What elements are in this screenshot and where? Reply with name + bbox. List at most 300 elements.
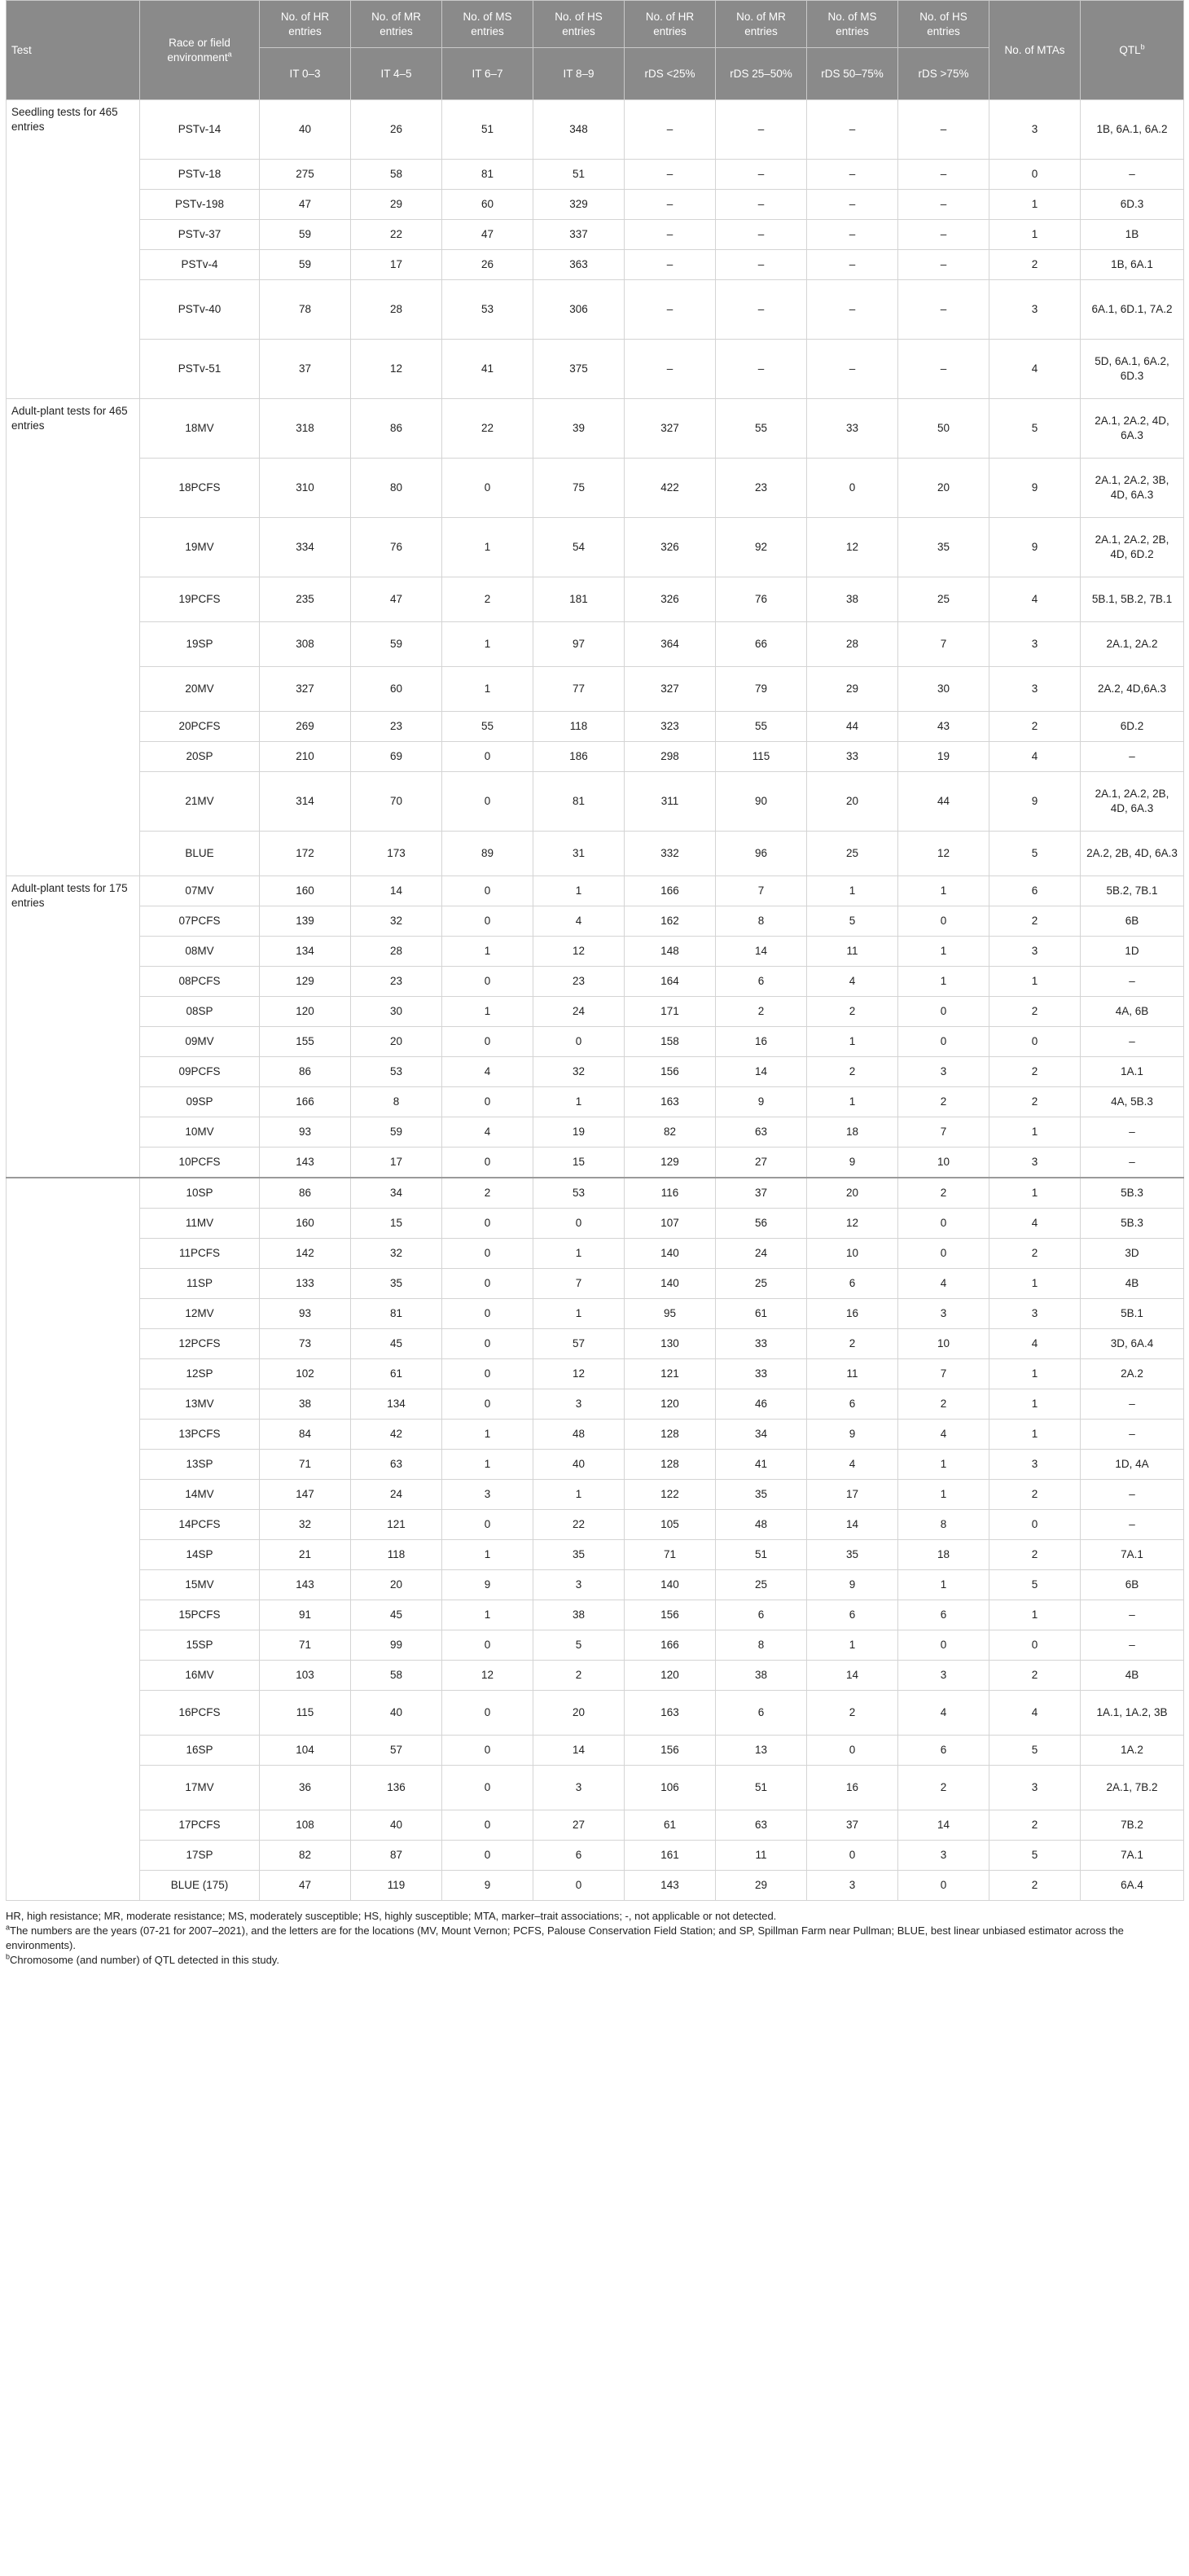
environment-cell: 11MV	[140, 1209, 260, 1239]
qtl-cell: 4A, 5B.3	[1081, 1087, 1184, 1117]
environment-cell: 11SP	[140, 1269, 260, 1299]
value-cell: 4	[898, 1420, 989, 1450]
qtl-cell: 2A.1, 2A.2, 2B, 4D, 6A.3	[1081, 772, 1184, 832]
value-cell: 0	[898, 1871, 989, 1901]
value-cell: 0	[442, 1510, 533, 1540]
qtl-cell: 1D, 4A	[1081, 1450, 1184, 1480]
value-cell: 24	[351, 1480, 442, 1510]
value-cell: 31	[533, 832, 625, 876]
table-row	[7, 459, 1184, 518]
value-cell: 235	[260, 577, 351, 622]
value-cell: 116	[625, 1178, 716, 1209]
environment-cell: 18PCFS	[140, 459, 260, 518]
value-cell: 134	[260, 937, 351, 967]
value-cell: 30	[351, 997, 442, 1027]
qtl-cell: –	[1081, 1600, 1184, 1630]
qtl-cell: 2A.1, 2A.2	[1081, 622, 1184, 667]
value-cell: 30	[898, 667, 989, 712]
table-row	[7, 190, 1184, 220]
qtl-cell: –	[1081, 1420, 1184, 1450]
value-cell: 40	[260, 100, 351, 160]
value-cell: 0	[989, 160, 1081, 190]
header-rds-ms: rDS 50–75%	[807, 48, 898, 100]
value-cell: 60	[351, 667, 442, 712]
value-cell: 23	[716, 459, 807, 518]
value-cell: 12	[807, 518, 898, 577]
table-row	[7, 577, 1184, 622]
value-cell: 3	[807, 1871, 898, 1901]
test-group-label: Adult-plant tests for 175 entries	[7, 876, 140, 1178]
environment-cell: 13PCFS	[140, 1420, 260, 1450]
value-cell: 93	[260, 1117, 351, 1148]
value-cell: 66	[716, 622, 807, 667]
value-cell: 63	[351, 1450, 442, 1480]
value-cell: 9	[807, 1420, 898, 1450]
value-cell: 25	[807, 832, 898, 876]
value-cell: 311	[625, 772, 716, 832]
table-row	[7, 1570, 1184, 1600]
table-row	[7, 1178, 1184, 1209]
value-cell: 2	[898, 1389, 989, 1420]
qtl-cell: –	[1081, 742, 1184, 772]
value-cell: 269	[260, 712, 351, 742]
test-group-label	[7, 1178, 140, 1901]
value-cell: 1	[898, 967, 989, 997]
value-cell: 1	[442, 997, 533, 1027]
header-mr: No. of MR entries	[351, 1, 442, 48]
value-cell: 1	[989, 1600, 1081, 1630]
value-cell: 81	[442, 160, 533, 190]
value-cell: 2	[807, 997, 898, 1027]
value-cell: 20	[807, 772, 898, 832]
value-cell: 327	[260, 667, 351, 712]
value-cell: 78	[260, 280, 351, 340]
environment-cell: 09MV	[140, 1027, 260, 1057]
header-ms-rds: No. of MS entries	[807, 1, 898, 48]
value-cell: 364	[625, 622, 716, 667]
value-cell: 1	[533, 876, 625, 906]
value-cell: 7	[898, 1359, 989, 1389]
value-cell: 156	[625, 1600, 716, 1630]
value-cell: 22	[351, 220, 442, 250]
value-cell: 118	[533, 712, 625, 742]
value-cell: 327	[625, 667, 716, 712]
value-cell: 86	[260, 1057, 351, 1087]
value-cell: 86	[351, 399, 442, 459]
table-row	[7, 518, 1184, 577]
value-cell: 1	[442, 937, 533, 967]
value-cell: 1	[989, 1420, 1081, 1450]
value-cell: 2	[807, 1329, 898, 1359]
environment-cell: BLUE (175)	[140, 1871, 260, 1901]
results-table	[6, 0, 1184, 1901]
table-row	[7, 1057, 1184, 1087]
environment-cell: 14SP	[140, 1540, 260, 1570]
value-cell: –	[807, 100, 898, 160]
value-cell: 3	[989, 1148, 1081, 1178]
value-cell: 337	[533, 220, 625, 250]
value-cell: 0	[989, 1510, 1081, 1540]
value-cell: 0	[442, 1841, 533, 1871]
value-cell: 0	[533, 1209, 625, 1239]
value-cell: 6	[716, 1600, 807, 1630]
environment-cell: 15MV	[140, 1570, 260, 1600]
value-cell: 5	[989, 1570, 1081, 1600]
value-cell: 1	[533, 1087, 625, 1117]
value-cell: 6	[716, 967, 807, 997]
environment-cell: 13SP	[140, 1450, 260, 1480]
value-cell: 12	[898, 832, 989, 876]
environment-cell: PSTv-18	[140, 160, 260, 190]
value-cell: 82	[625, 1117, 716, 1148]
value-cell: 0	[442, 876, 533, 906]
value-cell: –	[898, 340, 989, 399]
value-cell: –	[625, 280, 716, 340]
value-cell: 1	[989, 190, 1081, 220]
environment-cell: 15PCFS	[140, 1600, 260, 1630]
qtl-cell: 3D	[1081, 1239, 1184, 1269]
qtl-cell: 6B	[1081, 1570, 1184, 1600]
value-cell: 32	[260, 1510, 351, 1540]
value-cell: 106	[625, 1766, 716, 1810]
value-cell: 1	[442, 1450, 533, 1480]
value-cell: 2	[716, 997, 807, 1027]
table-row	[7, 1736, 1184, 1766]
value-cell: 70	[351, 772, 442, 832]
value-cell: 4	[989, 577, 1081, 622]
qtl-cell: 6D.2	[1081, 712, 1184, 742]
environment-cell: 17SP	[140, 1841, 260, 1871]
value-cell: 38	[807, 577, 898, 622]
qtl-cell: 4B	[1081, 1269, 1184, 1299]
qtl-cell: 5B.3	[1081, 1209, 1184, 1239]
value-cell: 16	[807, 1299, 898, 1329]
header-ms: No. of MS entries	[442, 1, 533, 48]
value-cell: 2	[989, 1540, 1081, 1570]
environment-cell: 07MV	[140, 876, 260, 906]
value-cell: 10	[807, 1239, 898, 1269]
header-hs: No. of HS entries	[533, 1, 625, 48]
value-cell: 3	[898, 1057, 989, 1087]
value-cell: 140	[625, 1239, 716, 1269]
environment-cell: 19PCFS	[140, 577, 260, 622]
qtl-cell: 5B.2, 7B.1	[1081, 876, 1184, 906]
value-cell: 63	[716, 1117, 807, 1148]
value-cell: 58	[351, 1661, 442, 1691]
value-cell: 4	[533, 906, 625, 937]
value-cell: 17	[351, 1148, 442, 1178]
value-cell: 37	[716, 1178, 807, 1209]
qtl-cell: 2A.2, 2B, 4D, 6A.3	[1081, 832, 1184, 876]
value-cell: 0	[533, 1871, 625, 1901]
value-cell: 1	[898, 876, 989, 906]
value-cell: 28	[351, 280, 442, 340]
environment-cell: PSTv-198	[140, 190, 260, 220]
value-cell: 19	[898, 742, 989, 772]
value-cell: 120	[625, 1661, 716, 1691]
environment-cell: 14PCFS	[140, 1510, 260, 1540]
value-cell: 348	[533, 100, 625, 160]
value-cell: 14	[351, 876, 442, 906]
value-cell: 33	[807, 742, 898, 772]
table-row	[7, 340, 1184, 399]
value-cell: 1	[898, 937, 989, 967]
value-cell: –	[716, 190, 807, 220]
value-cell: –	[716, 100, 807, 160]
value-cell: 0	[442, 1736, 533, 1766]
value-cell: 12	[533, 937, 625, 967]
value-cell: 14	[807, 1510, 898, 1540]
environment-cell: 13MV	[140, 1389, 260, 1420]
value-cell: 2	[989, 712, 1081, 742]
value-cell: 1	[807, 1630, 898, 1661]
value-cell: 166	[260, 1087, 351, 1117]
qtl-cell: 7A.1	[1081, 1540, 1184, 1570]
value-cell: 6	[716, 1691, 807, 1736]
value-cell: 48	[716, 1510, 807, 1540]
value-cell: 0	[807, 1841, 898, 1871]
table-row	[7, 1841, 1184, 1871]
value-cell: 59	[351, 622, 442, 667]
value-cell: 5	[807, 906, 898, 937]
table-row	[7, 1420, 1184, 1450]
value-cell: 61	[716, 1299, 807, 1329]
value-cell: 0	[442, 1239, 533, 1269]
value-cell: –	[716, 220, 807, 250]
environment-cell: 20SP	[140, 742, 260, 772]
value-cell: 5	[989, 832, 1081, 876]
value-cell: 71	[260, 1630, 351, 1661]
value-cell: 29	[807, 667, 898, 712]
value-cell: 18	[898, 1540, 989, 1570]
environment-cell: 08MV	[140, 937, 260, 967]
value-cell: 8	[716, 906, 807, 937]
value-cell: 4	[989, 1691, 1081, 1736]
value-cell: 2	[989, 1810, 1081, 1841]
value-cell: 133	[260, 1269, 351, 1299]
value-cell: 105	[625, 1510, 716, 1540]
environment-cell: 18MV	[140, 399, 260, 459]
value-cell: 35	[533, 1540, 625, 1570]
table-row	[7, 1661, 1184, 1691]
value-cell: 5	[533, 1630, 625, 1661]
table-row	[7, 622, 1184, 667]
value-cell: 81	[351, 1299, 442, 1329]
value-cell: 38	[260, 1389, 351, 1420]
header-it-hs: IT 8–9	[533, 48, 625, 100]
value-cell: –	[898, 220, 989, 250]
value-cell: 2	[989, 997, 1081, 1027]
value-cell: 20	[351, 1027, 442, 1057]
value-cell: 46	[716, 1389, 807, 1420]
value-cell: 160	[260, 876, 351, 906]
value-cell: –	[898, 250, 989, 280]
value-cell: 298	[625, 742, 716, 772]
value-cell: 13	[716, 1736, 807, 1766]
value-cell: 6	[807, 1389, 898, 1420]
value-cell: 0	[442, 1299, 533, 1329]
value-cell: 42	[351, 1420, 442, 1450]
value-cell: 2	[442, 1178, 533, 1209]
table-row	[7, 1871, 1184, 1901]
value-cell: 9	[716, 1087, 807, 1117]
value-cell: 4	[989, 1329, 1081, 1359]
value-cell: –	[625, 190, 716, 220]
table-row	[7, 712, 1184, 742]
value-cell: 53	[442, 280, 533, 340]
value-cell: 1	[989, 1269, 1081, 1299]
value-cell: 2	[989, 250, 1081, 280]
value-cell: 75	[533, 459, 625, 518]
value-cell: 61	[351, 1359, 442, 1389]
value-cell: 6	[533, 1841, 625, 1871]
value-cell: 36	[260, 1766, 351, 1810]
value-cell: 0	[442, 1389, 533, 1420]
value-cell: 2	[898, 1178, 989, 1209]
value-cell: 71	[625, 1540, 716, 1570]
value-cell: 1	[898, 1570, 989, 1600]
value-cell: 3	[533, 1766, 625, 1810]
value-cell: 48	[533, 1420, 625, 1450]
qtl-cell: –	[1081, 967, 1184, 997]
environment-cell: 15SP	[140, 1630, 260, 1661]
value-cell: 89	[442, 832, 533, 876]
value-cell: 6	[989, 876, 1081, 906]
value-cell: 40	[533, 1450, 625, 1480]
value-cell: 58	[351, 160, 442, 190]
value-cell: –	[716, 250, 807, 280]
qtl-cell: 6D.3	[1081, 190, 1184, 220]
value-cell: 155	[260, 1027, 351, 1057]
header-rds-hs: rDS >75%	[898, 48, 989, 100]
value-cell: 73	[260, 1329, 351, 1359]
table-row	[7, 1510, 1184, 1540]
value-cell: 334	[260, 518, 351, 577]
value-cell: 41	[442, 340, 533, 399]
value-cell: 6	[807, 1269, 898, 1299]
value-cell: 2	[989, 1480, 1081, 1510]
value-cell: 86	[260, 1178, 351, 1209]
environment-cell: 07PCFS	[140, 906, 260, 937]
environment-cell: 16PCFS	[140, 1691, 260, 1736]
value-cell: 77	[533, 667, 625, 712]
environment-cell: 17MV	[140, 1766, 260, 1810]
value-cell: 95	[625, 1299, 716, 1329]
value-cell: 97	[533, 622, 625, 667]
qtl-cell: 5B.1	[1081, 1299, 1184, 1329]
value-cell: 81	[533, 772, 625, 832]
value-cell: 1	[442, 1600, 533, 1630]
value-cell: 118	[351, 1540, 442, 1570]
table-row	[7, 280, 1184, 340]
value-cell: 2	[807, 1057, 898, 1087]
value-cell: –	[807, 280, 898, 340]
value-cell: –	[716, 160, 807, 190]
value-cell: 59	[260, 250, 351, 280]
environment-cell: 19MV	[140, 518, 260, 577]
value-cell: 306	[533, 280, 625, 340]
qtl-cell: 7A.1	[1081, 1841, 1184, 1871]
value-cell: 329	[533, 190, 625, 220]
header-test: Test	[7, 1, 140, 100]
value-cell: 2	[442, 577, 533, 622]
value-cell: 10	[898, 1148, 989, 1178]
value-cell: 9	[442, 1871, 533, 1901]
qtl-cell: –	[1081, 1027, 1184, 1057]
value-cell: 5	[989, 1841, 1081, 1871]
environment-cell: 21MV	[140, 772, 260, 832]
value-cell: 84	[260, 1420, 351, 1450]
value-cell: 0	[442, 1810, 533, 1841]
table-row	[7, 250, 1184, 280]
value-cell: 1	[989, 967, 1081, 997]
value-cell: 2	[989, 906, 1081, 937]
value-cell: 6	[807, 1600, 898, 1630]
value-cell: 18	[807, 1117, 898, 1148]
value-cell: 50	[898, 399, 989, 459]
value-cell: –	[625, 100, 716, 160]
value-cell: 0	[442, 742, 533, 772]
table-row	[7, 1691, 1184, 1736]
table-body	[7, 100, 1184, 1901]
value-cell: 5	[989, 1736, 1081, 1766]
value-cell: 158	[625, 1027, 716, 1057]
value-cell: 40	[351, 1691, 442, 1736]
value-cell: 4	[989, 1209, 1081, 1239]
value-cell: 142	[260, 1239, 351, 1269]
value-cell: 39	[533, 399, 625, 459]
value-cell: 148	[625, 937, 716, 967]
value-cell: 40	[351, 1810, 442, 1841]
qtl-cell: –	[1081, 1480, 1184, 1510]
value-cell: 3	[989, 937, 1081, 967]
value-cell: 2	[989, 1087, 1081, 1117]
value-cell: 11	[807, 937, 898, 967]
table-row	[7, 1359, 1184, 1389]
qtl-cell: 5B.1, 5B.2, 7B.1	[1081, 577, 1184, 622]
value-cell: 1	[442, 1420, 533, 1450]
header-hr: No. of HR entries	[260, 1, 351, 48]
qtl-cell: 1D	[1081, 937, 1184, 967]
value-cell: 2	[807, 1691, 898, 1736]
environment-cell: 10SP	[140, 1178, 260, 1209]
table-row	[7, 1630, 1184, 1661]
value-cell: 9	[989, 518, 1081, 577]
table-notes	[6, 1909, 1183, 1968]
value-cell: 47	[351, 577, 442, 622]
value-cell: 164	[625, 967, 716, 997]
value-cell: 156	[625, 1057, 716, 1087]
qtl-cell: 1B	[1081, 220, 1184, 250]
value-cell: 186	[533, 742, 625, 772]
table-header	[7, 1, 1184, 100]
environment-cell: 19SP	[140, 622, 260, 667]
value-cell: 0	[442, 1209, 533, 1239]
value-cell: 1	[807, 1087, 898, 1117]
value-cell: 136	[351, 1766, 442, 1810]
table-row	[7, 906, 1184, 937]
value-cell: 0	[442, 1148, 533, 1178]
value-cell: 1	[807, 1027, 898, 1057]
table-row	[7, 1209, 1184, 1239]
qtl-cell: –	[1081, 1117, 1184, 1148]
value-cell: 71	[260, 1450, 351, 1480]
value-cell: 29	[351, 190, 442, 220]
value-cell: –	[625, 220, 716, 250]
value-cell: 275	[260, 160, 351, 190]
value-cell: 47	[442, 220, 533, 250]
value-cell: 14	[716, 1057, 807, 1087]
